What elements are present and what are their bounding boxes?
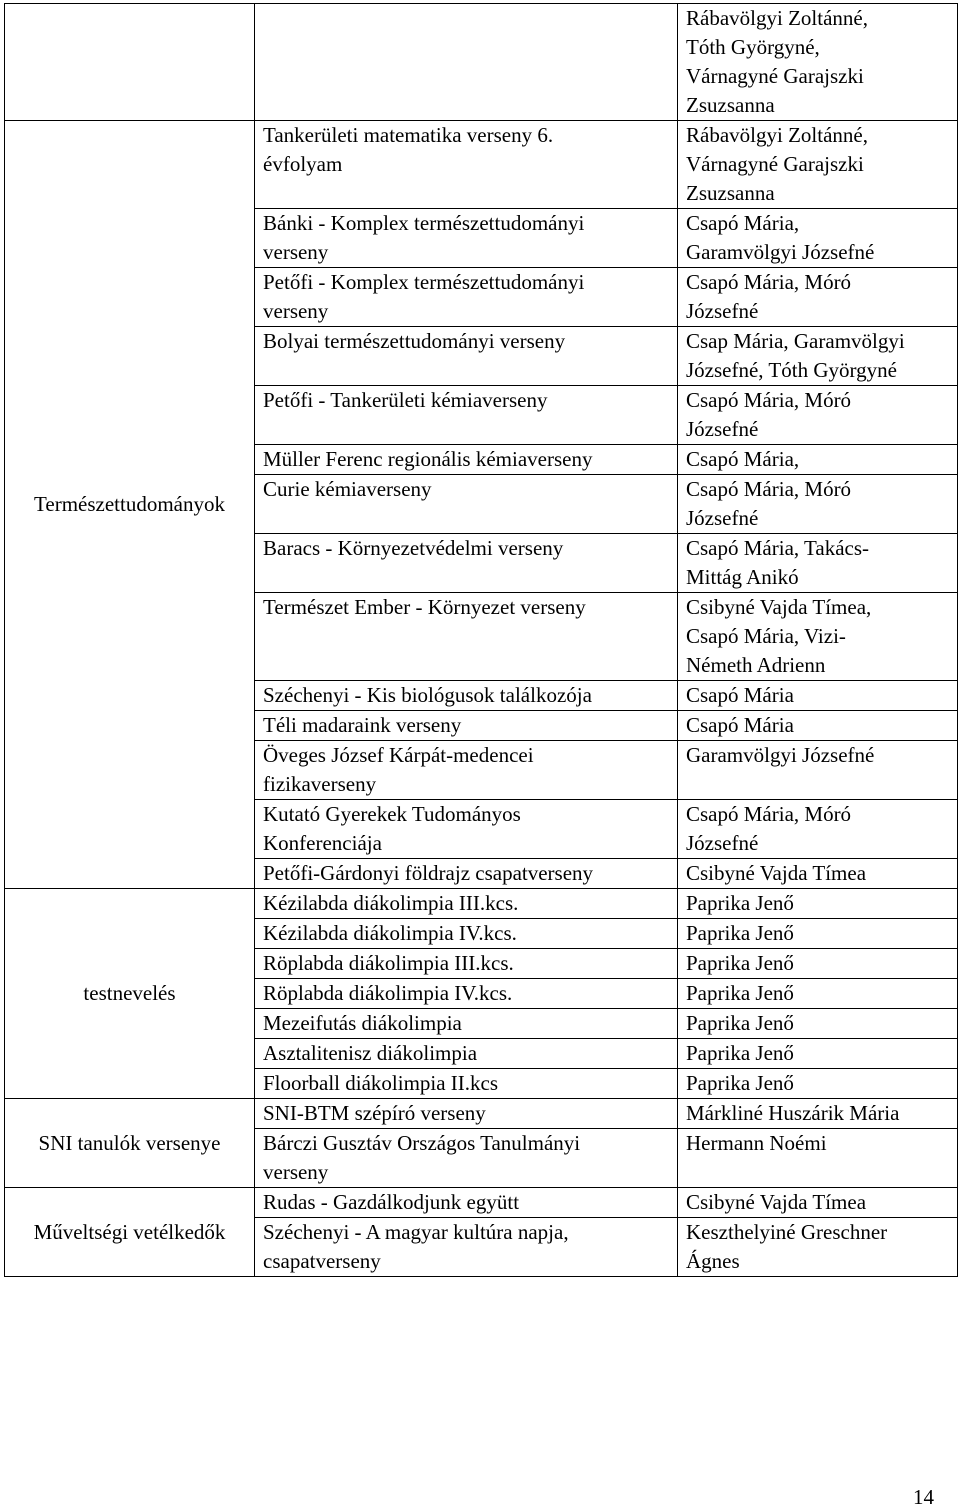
competitions-table: [4, 3, 958, 1277]
teacher-name-line: Csapó Mária,: [686, 211, 800, 235]
teacher-name-line: Rábavölgyi Zoltánné,: [686, 6, 868, 30]
teacher-cell: [678, 1069, 958, 1099]
competition-cell: [255, 711, 678, 741]
competition-cell: [255, 681, 678, 711]
teacher-cell: [678, 711, 958, 741]
teacher-name-line: Csapó Mária: [686, 713, 794, 737]
table-row: [5, 889, 958, 919]
competition-cell: [255, 121, 678, 209]
teacher-cell: [678, 475, 958, 534]
competition-name-line: Baracs - Környezetvédelmi verseny: [263, 536, 564, 560]
competition-name-line: verseny: [263, 1160, 329, 1184]
competition-name-line: Müller Ferenc regionális kémiaverseny: [263, 447, 593, 471]
competition-cell: [255, 209, 678, 268]
teacher-name-line: Rábavölgyi Zoltánné,: [686, 123, 868, 147]
teacher-name-line: Csapó Mária, Takács-: [686, 536, 870, 560]
teacher-cell: [678, 889, 958, 919]
teacher-cell: [678, 1099, 958, 1129]
teacher-name-line: Paprika Jenő: [686, 1041, 794, 1065]
competition-cell: [255, 386, 678, 445]
competition-name-line: Bárczi Gusztáv Országos Tanulmányi: [263, 1131, 581, 1155]
teacher-name-line: Zsuzsanna: [686, 181, 775, 205]
competition-cell: [255, 859, 678, 889]
competition-cell: [255, 919, 678, 949]
competition-cell: [255, 979, 678, 1009]
table-row: [5, 1099, 958, 1129]
teacher-cell: [678, 209, 958, 268]
teacher-name-line: Csapó Mária: [686, 683, 794, 707]
teacher-name-line: Paprika Jenő: [686, 1011, 794, 1035]
teacher-name-line: Németh Adrienn: [686, 653, 826, 677]
teacher-cell: [678, 268, 958, 327]
competition-name-line: Rudas - Gazdálkodjunk együtt: [263, 1190, 520, 1214]
competition-name-line: Petőfi-Gárdonyi földrajz csapatverseny: [263, 861, 594, 885]
teacher-name-line: Csapó Mária,: [686, 447, 800, 471]
teacher-cell: [678, 121, 958, 209]
teacher-cell: [678, 1009, 958, 1039]
competition-name-line: Széchenyi - A magyar kultúra napja,: [263, 1220, 569, 1244]
competition-name-line: évfolyam: [263, 152, 343, 176]
category-termeszettudomanyok: Természettudományok: [5, 121, 255, 889]
competition-cell: [255, 593, 678, 681]
teacher-name-line: Várnagyné Garajszki: [686, 152, 864, 176]
competition-name-line: csapatverseny: [263, 1249, 381, 1273]
competition-name-line: Petőfi - Tankerületi kémiaverseny: [263, 388, 548, 412]
table-row: [5, 121, 958, 209]
competition-name-line: Természet Ember - Környezet verseny: [263, 595, 586, 619]
teacher-cell: [678, 445, 958, 475]
competition-cell: [255, 327, 678, 386]
competition-cell: [255, 889, 678, 919]
teacher-name-line: Mittág Anikó: [686, 565, 799, 589]
category-sni: SNI tanulók versenye: [5, 1099, 255, 1188]
teacher-name-line: Paprika Jenő: [686, 921, 794, 945]
category-muveltsegi: Műveltségi vetélkedők: [5, 1188, 255, 1277]
competition-cell: [255, 800, 678, 859]
competition-cell: [255, 475, 678, 534]
competition-cell: [255, 268, 678, 327]
teacher-name-line: Paprika Jenő: [686, 951, 794, 975]
teacher-cell: [678, 1039, 958, 1069]
teacher-name-line: Csap Mária, Garamvölgyi: [686, 329, 905, 353]
teacher-cell: [678, 800, 958, 859]
competition-name-line: Széchenyi - Kis biológusok találkozója: [263, 683, 592, 707]
competition-name-line: Bolyai természettudományi verseny: [263, 329, 566, 353]
teacher-name-line: Józsefné: [686, 417, 759, 441]
teacher-name-line: Józsefné: [686, 831, 759, 855]
teacher-name-line: Csapó Mária, Vizi-: [686, 624, 846, 648]
competition-name-line: Asztalitenisz diákolimpia: [263, 1041, 478, 1065]
competition-cell: [255, 4, 678, 121]
competition-cell: [255, 1039, 678, 1069]
teacher-cell: [678, 534, 958, 593]
competition-name-line: Kézilabda diákolimpia III.kcs.: [263, 891, 519, 915]
teacher-cell: [678, 1129, 958, 1188]
teacher-cell: [678, 1218, 958, 1277]
teacher-name-line: Józsefné: [686, 299, 759, 323]
competition-name-line: Bánki - Komplex természettudományi: [263, 211, 585, 235]
page-number: 14: [913, 1485, 934, 1509]
competition-name-line: Kutató Gyerekek Tudományos: [263, 802, 521, 826]
teacher-name-line: Tóth Györgyné,: [686, 35, 820, 59]
competition-cell: [255, 1069, 678, 1099]
competition-cell: [255, 1188, 678, 1218]
competition-name-line: Röplabda diákolimpia III.kcs.: [263, 951, 514, 975]
teacher-name-line: Józsefné, Tóth Györgyné: [686, 358, 897, 382]
teacher-name-line: Csapó Mária, Móró: [686, 477, 852, 501]
category-empty: [5, 4, 255, 121]
teacher-name-line: Paprika Jenő: [686, 1071, 794, 1095]
competition-cell: [255, 445, 678, 475]
teacher-name-line: Csibyné Vajda Tímea,: [686, 595, 872, 619]
teacher-cell: [678, 386, 958, 445]
teacher-cell: [678, 593, 958, 681]
teacher-cell: [678, 949, 958, 979]
competition-name-line: Curie kémiaverseny: [263, 477, 432, 501]
teacher-cell: [678, 979, 958, 1009]
category-testneveles: testnevelés: [5, 889, 255, 1099]
teacher-cell: [678, 919, 958, 949]
competition-cell: [255, 1009, 678, 1039]
teacher-name-line: Paprika Jenő: [686, 891, 794, 915]
teacher-name-line: Csapó Mária, Móró: [686, 802, 852, 826]
teacher-name-line: Csibyné Vajda Tímea: [686, 861, 867, 885]
competition-name-line: Öveges József Kárpát-medencei: [263, 743, 534, 767]
teacher-name-line: Garamvölgyi Józsefné: [686, 743, 875, 767]
teacher-cell: [678, 741, 958, 800]
teacher-name-line: Józsefné: [686, 506, 759, 530]
competition-name-line: Röplabda diákolimpia IV.kcs.: [263, 981, 513, 1005]
competition-name-line: Téli madaraink verseny: [263, 713, 462, 737]
competition-name-line: fizikaverseny: [263, 772, 377, 796]
competition-cell: [255, 534, 678, 593]
competition-cell: [255, 1129, 678, 1188]
competition-name-line: Mezeifutás diákolimpia: [263, 1011, 462, 1035]
competition-cell: [255, 741, 678, 800]
teacher-name-line: Csapó Mária, Móró: [686, 270, 852, 294]
teacher-name-line: Keszthelyiné Greschner: [686, 1220, 888, 1244]
teacher-name-line: Paprika Jenő: [686, 981, 794, 1005]
teacher-name-line: Ágnes: [686, 1249, 740, 1273]
competition-cell: [255, 949, 678, 979]
competition-name-line: Konferenciája: [263, 831, 382, 855]
competition-name-line: verseny: [263, 240, 329, 264]
table-row: [5, 1188, 958, 1218]
teacher-name-line: Hermann Noémi: [686, 1131, 827, 1155]
competition-name-line: Tankerületi matematika verseny 6.: [263, 123, 554, 147]
teacher-name-line: Garamvölgyi Józsefné: [686, 240, 875, 264]
competition-name-line: verseny: [263, 299, 329, 323]
teacher-name-line: Csapó Mária, Móró: [686, 388, 852, 412]
teacher-name-line: Várnagyné Garajszki: [686, 64, 864, 88]
teacher-cell: [678, 681, 958, 711]
table-row: [5, 4, 958, 121]
teacher-name-line: Zsuzsanna: [686, 93, 775, 117]
teacher-name-line: Csibyné Vajda Tímea: [686, 1190, 867, 1214]
teacher-cell: [678, 327, 958, 386]
competition-name-line: SNI-BTM szépíró verseny: [263, 1101, 486, 1125]
competition-name-line: Floorball diákolimpia II.kcs: [263, 1071, 499, 1095]
teacher-name-line: Márkliné Huszárik Mária: [686, 1101, 900, 1125]
teacher-cell: [678, 859, 958, 889]
competition-name-line: Kézilabda diákolimpia IV.kcs.: [263, 921, 517, 945]
teacher-cell: [678, 4, 958, 121]
competition-cell: [255, 1218, 678, 1277]
competition-cell: [255, 1099, 678, 1129]
teacher-cell: [678, 1188, 958, 1218]
competition-name-line: Petőfi - Komplex természettudományi: [263, 270, 585, 294]
